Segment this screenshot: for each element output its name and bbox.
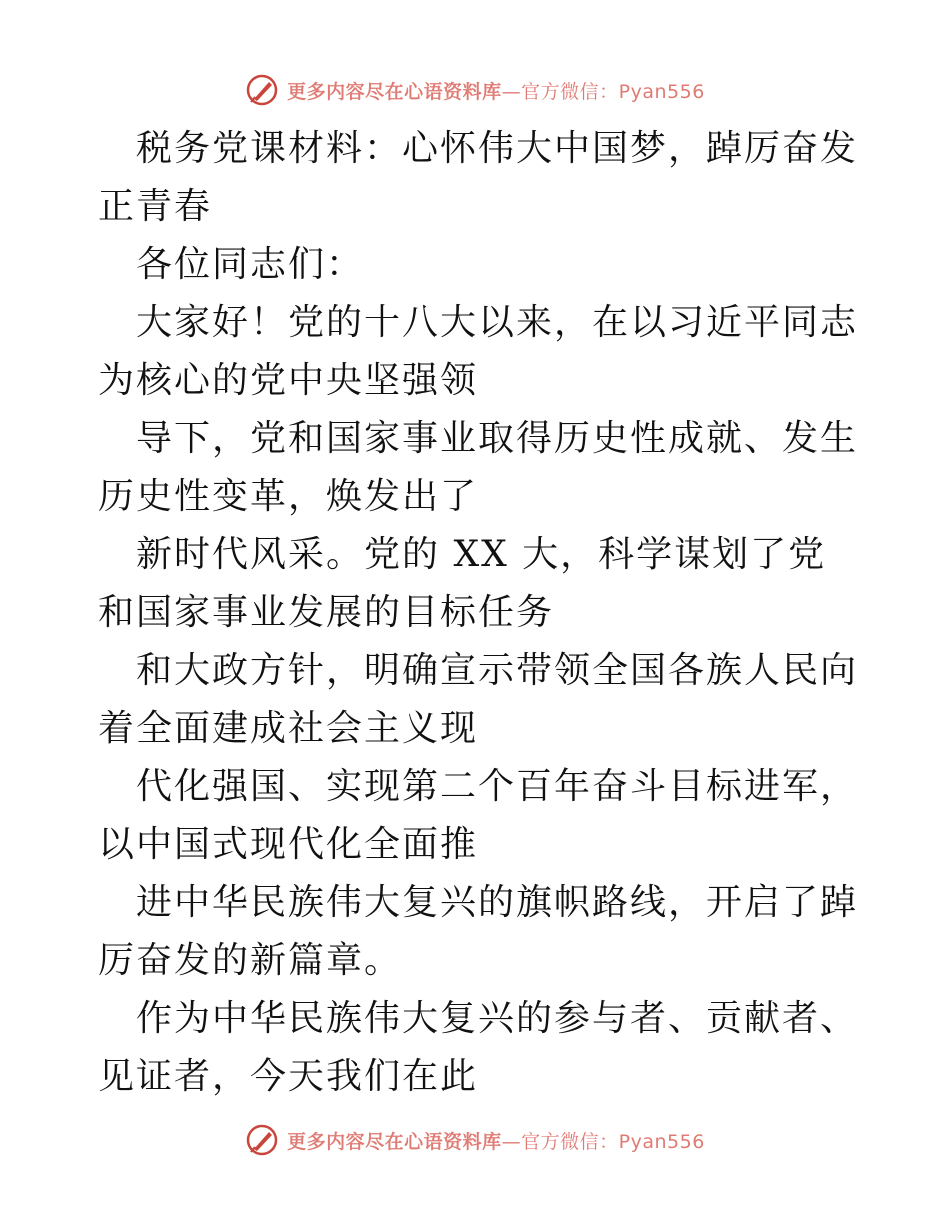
footer-watermark [0, 1120, 950, 1160]
watermark-contact: 官方微信：Pyan556 [521, 1130, 705, 1153]
document-title: 税务党课材料：心怀伟大中国梦，踔厉奋发正青春 [98, 128, 859, 227]
document-body [98, 120, 858, 1106]
paragraph: 大家好！党的十八大以来，在以习近平同志为核心的党中央坚强领 [98, 302, 859, 401]
header-watermark [0, 70, 950, 110]
quill-pen-logo-icon [245, 73, 279, 107]
watermark-separator: — [501, 1130, 522, 1153]
watermark-brand: 更多内容尽在心语资料库 [287, 1130, 502, 1153]
paragraph: 代化强国、实现第二个百年奋斗目标进军，以中国式现代化全面推 [98, 766, 859, 865]
paragraph: 导下，党和国家事业取得历史性成就、发生历史性变革，焕发出了 [98, 418, 859, 517]
paragraph: 和大政方针，明确宣示带领全国各族人民向着全面建成社会主义现 [98, 650, 859, 749]
paragraph: 进中华民族伟大复兴的旗帜路线，开启了踔厉奋发的新篇章。 [98, 882, 859, 981]
paragraph: 作为中华民族伟大复兴的参与者、贡献者、见证者，今天我们在此 [98, 998, 859, 1097]
quill-pen-logo-icon [245, 1123, 279, 1157]
watermark-text [287, 1127, 705, 1154]
salutation: 各位同志们： [136, 244, 365, 285]
watermark-brand: 更多内容尽在心语资料库 [287, 80, 502, 103]
watermark-contact: 官方微信：Pyan556 [521, 80, 705, 103]
watermark-separator: — [501, 80, 522, 103]
paragraph: 新时代风采。党的 XX 大，科学谋划了党和国家事业发展的目标任务 [98, 534, 827, 633]
watermark-text [287, 77, 705, 104]
